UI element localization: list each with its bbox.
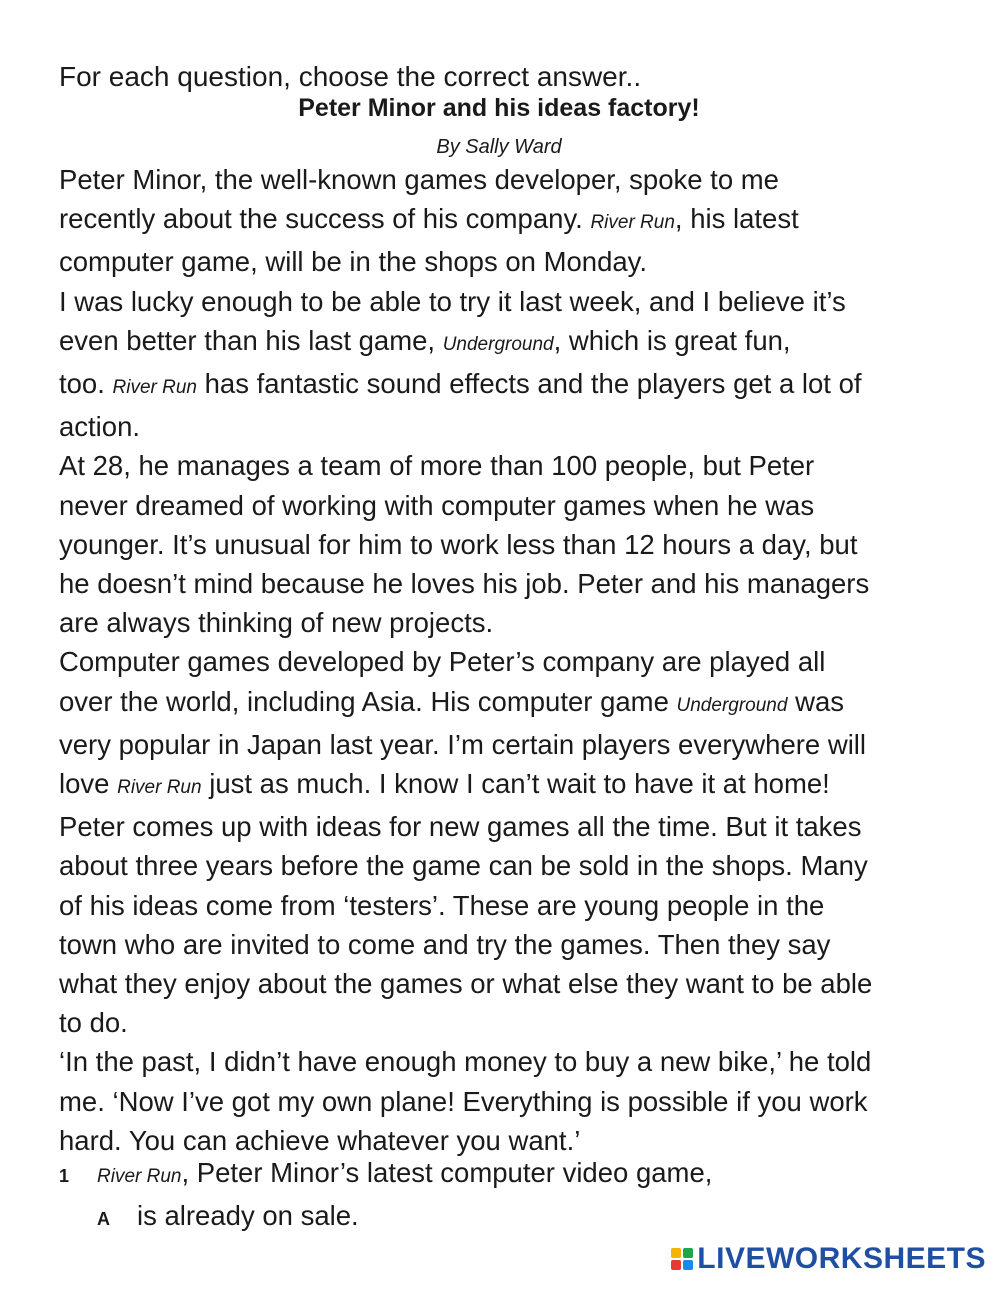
article-line [59,1003,939,1042]
article-line [59,407,939,446]
liveworksheets-logo [671,1242,986,1276]
article-text: younger. It’s unusual for him to work less than 12 hours a day, but [59,528,858,560]
article-text: he doesn’t mind because he loves his job. Peter and his managers [59,568,870,600]
article-text: what they enjoy about the games or what else they want to be able [59,968,873,1000]
article-body [59,160,939,1160]
article-text: Computer games developed by Peter’s company are played all [59,646,826,678]
question-1 [59,1153,939,1239]
article-line [59,199,939,242]
article-text: very popular in Japan last year. I’m certain players everywhere will [59,728,867,760]
article-text: was [787,685,844,717]
article-line [59,446,939,485]
article-text: town who are invited to come and try the games. Then they say [59,928,831,960]
game-title-text: River Run [590,212,675,234]
worksheet-page [59,58,939,1160]
article-text: me. ‘Now I’ve got my own plane! Everything is possible if you work [59,1085,868,1117]
article-line [59,321,939,364]
article-line [59,764,939,807]
article-line [59,846,939,885]
article-line [59,160,939,199]
article-title: Peter Minor and his ideas factory! [298,94,700,122]
article-text: recently about the success of his company. [59,203,591,235]
article-text: Peter Minor, the well-known games developer, spoke to me [59,164,779,195]
article-text: action. [59,411,141,443]
article-byline: By Sally Ward [436,136,562,158]
option-letter: A [97,1209,110,1230]
question-stem [59,1153,939,1196]
article-line [59,725,939,764]
article-line [59,1042,939,1081]
article-text: computer game, will be in the shops on Monday. [59,246,648,278]
article-text: , which is great fun, [553,324,791,356]
game-title-text: Underground [676,694,788,716]
article-line [59,525,939,564]
article-text: At 28, he manages a team of more than 100 people, but Peter [59,450,815,482]
article-text: over the world, including Asia. His computer game [59,685,677,717]
article-text: to do. [59,1007,128,1039]
article-line [59,886,939,925]
logo-icon [671,1248,693,1270]
article-line [59,486,939,525]
article-text: hard. You can achieve whatever you want.’ [59,1124,581,1156]
article-text: of his ideas come from ‘testers’. These are young people in the [59,889,825,921]
article-line [59,807,939,846]
article-line [59,964,939,1003]
article-line [59,242,939,281]
option-text: is already on sale. [137,1200,359,1232]
article-line [59,564,939,603]
answer-option-a[interactable] [59,1196,939,1239]
article-text: too. [59,368,113,400]
game-title-text: Underground [442,333,554,355]
article-text: about three years before the game can be sold in the shops. Many [59,850,868,882]
article-text: never dreamed of working with computer games when he was [59,489,815,521]
article-line [59,282,939,321]
article-text: are always thinking of new projects. [59,607,494,639]
article-text: love [59,768,118,800]
question-number: 1 [59,1166,70,1186]
game-title-text: River Run [112,377,197,399]
article-line [59,1082,939,1121]
article-line [59,364,939,407]
instruction-text: For each question, choose the correct answer.. [59,61,642,92]
article-text: , his latest [674,203,799,235]
article-text: has fantastic sound effects and the players get a lot of [197,368,862,400]
logo-text: LIVEWORKSHEETS [697,1242,986,1275]
game-title-text: River Run [117,777,202,799]
article-line [59,603,939,642]
question-stem-text: , Peter Minor’s latest computer video game, [181,1157,713,1188]
article-text: Peter comes up with ideas for new games all the time. But it takes [59,811,862,843]
article-text: I was lucky enough to be able to try it last week, and I believe it’s [59,285,846,317]
article-line [59,925,939,964]
article-text: just as much. I know I can’t wait to have it at home! [201,768,830,800]
article-line [59,642,939,681]
article-text: even better than his last game, [59,324,443,356]
article-text: ‘In the past, I didn’t have enough money to buy a new bike,’ he told [59,1046,872,1078]
article-line [59,682,939,725]
question-stem-italic: River Run [97,1166,182,1187]
